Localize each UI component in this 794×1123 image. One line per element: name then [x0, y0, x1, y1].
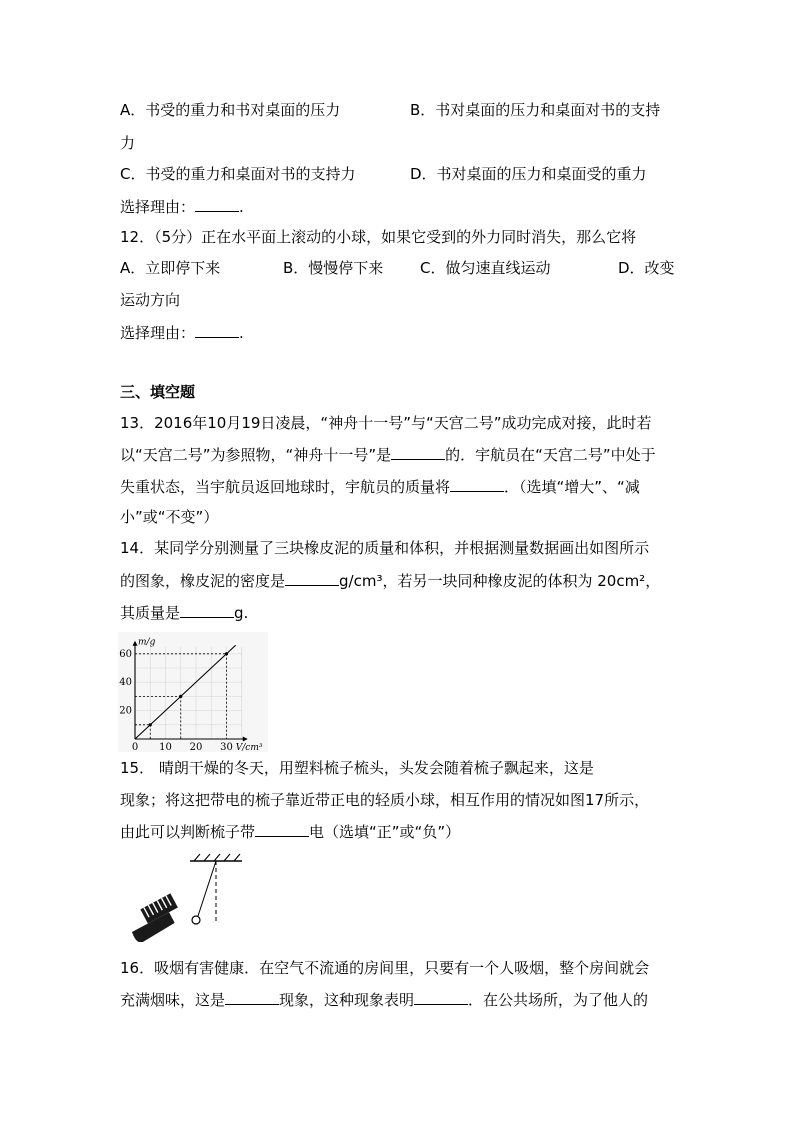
- q12-option-d: D．改变: [618, 259, 675, 277]
- q12-reason-blank[interactable]: [195, 322, 239, 338]
- q13-blank-2[interactable]: [450, 476, 504, 492]
- q14-line-2-text-b: g/cm³，若另一块同种橡皮泥的体积为 20cm²，: [339, 572, 661, 590]
- q12-option-c: C．做匀速直线运动: [420, 259, 551, 277]
- charged-ball: [192, 916, 200, 924]
- q14-line-3-text-b: g.: [234, 604, 249, 622]
- q11-option-a: A．书受的重力和书对桌面的压力: [120, 101, 341, 119]
- q13-line-2-text-b: 的．宇航员在“天宫二号”中处于: [445, 446, 656, 464]
- q13-line-3: [120, 476, 640, 497]
- data-point-0: [149, 723, 152, 726]
- comb-ball-figure: [118, 852, 268, 942]
- q13-line-1: 13．2016年10月19日凌晨，“神舟十一号”与“天宫二号”成功完成对接，此时若: [120, 414, 652, 432]
- comb-icon: [124, 893, 184, 942]
- q14-line-2-text-a: 的图象，橡皮泥的密度是: [120, 572, 286, 590]
- x-tick-label: 30: [220, 742, 233, 752]
- q12-option-d-continued: 运动方向: [120, 291, 181, 309]
- q16-blank-1[interactable]: [225, 989, 279, 1005]
- mass-volume-graph: [118, 632, 268, 752]
- data-point-1: [179, 695, 182, 698]
- q11-reason: [120, 196, 244, 217]
- q11-option-c: C．书受的重力和桌面对书的支持力: [120, 165, 356, 183]
- q12-option-a: A．立即停下来: [120, 259, 221, 277]
- q16-line-1: 16．吸烟有害健康．在空气不流通的房间里，只要有一个人吸烟，整个房间就会: [120, 959, 650, 977]
- data-point-2: [225, 652, 228, 655]
- q11-option-d: D．书对桌面的压力和桌面受的重力: [410, 165, 647, 183]
- q15-line-3-text-b: 电（选填“正”或“负”）: [309, 823, 461, 841]
- q14-line-3: [120, 602, 248, 623]
- q12-reason-end: .: [239, 324, 244, 342]
- q13-line-3-text-a: 失重状态，当宇航员返回地球时，宇航员的质量将: [120, 478, 451, 496]
- y-tick-label: 20: [119, 705, 132, 717]
- x-tick-label: 0: [131, 742, 139, 752]
- q12-option-b: B．慢慢停下来: [283, 259, 384, 277]
- q16-line-2-text-c: ．在公共场所，为了他人的: [468, 991, 649, 1009]
- pendulum-thread: [198, 861, 216, 916]
- q11-reason-end: .: [239, 198, 244, 216]
- q14-line-2: [120, 570, 660, 591]
- q13-line-4: 小”或“不变”）: [120, 508, 219, 526]
- y-tick-label: 60: [119, 648, 132, 660]
- y-axis-label: m/g: [138, 637, 156, 648]
- q15-line-3-text-a: 由此可以判断梳子带: [120, 823, 256, 841]
- y-tick-label: 40: [119, 677, 132, 689]
- x-tick-label: 20: [189, 742, 203, 752]
- q13-line-2-text-a: 以“天宫二号”为参照物，“神舟十一号”是: [120, 446, 392, 464]
- q15-line-1: 15． 晴朗干燥的冬天，用塑料梳子梳头，头发会随着梳子飘起来，这是: [120, 759, 594, 777]
- q14-blank-1[interactable]: [285, 570, 339, 586]
- q14-blank-2[interactable]: [180, 602, 234, 618]
- q15-blank[interactable]: [255, 821, 309, 837]
- q12-reason: [120, 322, 244, 343]
- q11-reason-label: 选择理由：: [120, 198, 196, 216]
- q16-line-2: [120, 989, 648, 1010]
- q13-blank-1[interactable]: [391, 444, 445, 460]
- q15-line-2: 现象；将这把带电的梳子靠近带正电的轻质小球，相互作用的情况如图17所示，: [120, 791, 650, 809]
- q12-stem: 12．（5分）正在水平面上滚动的小球，如果它受到的外力同时消失，那么它将: [120, 228, 637, 246]
- q11-option-b: B．书对桌面的压力和桌面对书的支持: [410, 101, 661, 119]
- q13-line-3-text-b: ．（选填“增大”、“减: [504, 478, 640, 496]
- q12-reason-label: 选择理由：: [120, 324, 196, 342]
- x-tick-label: 10: [159, 742, 172, 752]
- x-axis-label: V/cm³: [235, 743, 263, 752]
- q16-line-2-text-b: 现象，这种现象表明: [279, 991, 415, 1009]
- ceiling-hatch: [194, 854, 240, 861]
- q16-blank-2[interactable]: [414, 989, 468, 1005]
- q11-reason-blank[interactable]: [195, 196, 239, 212]
- q14-line-1: 14．某同学分别测量了三块橡皮泥的质量和体积，并根据测量数据画出如图所示: [120, 539, 650, 557]
- q13-line-2: [120, 444, 656, 465]
- q15-line-3: [120, 821, 460, 842]
- section-title: 三、填空题: [120, 383, 196, 401]
- q16-line-2-text-a: 充满烟味，这是: [120, 991, 226, 1009]
- q14-line-3-text-a: 其质量是: [120, 604, 181, 622]
- q11-option-b-continued: 力: [120, 134, 136, 152]
